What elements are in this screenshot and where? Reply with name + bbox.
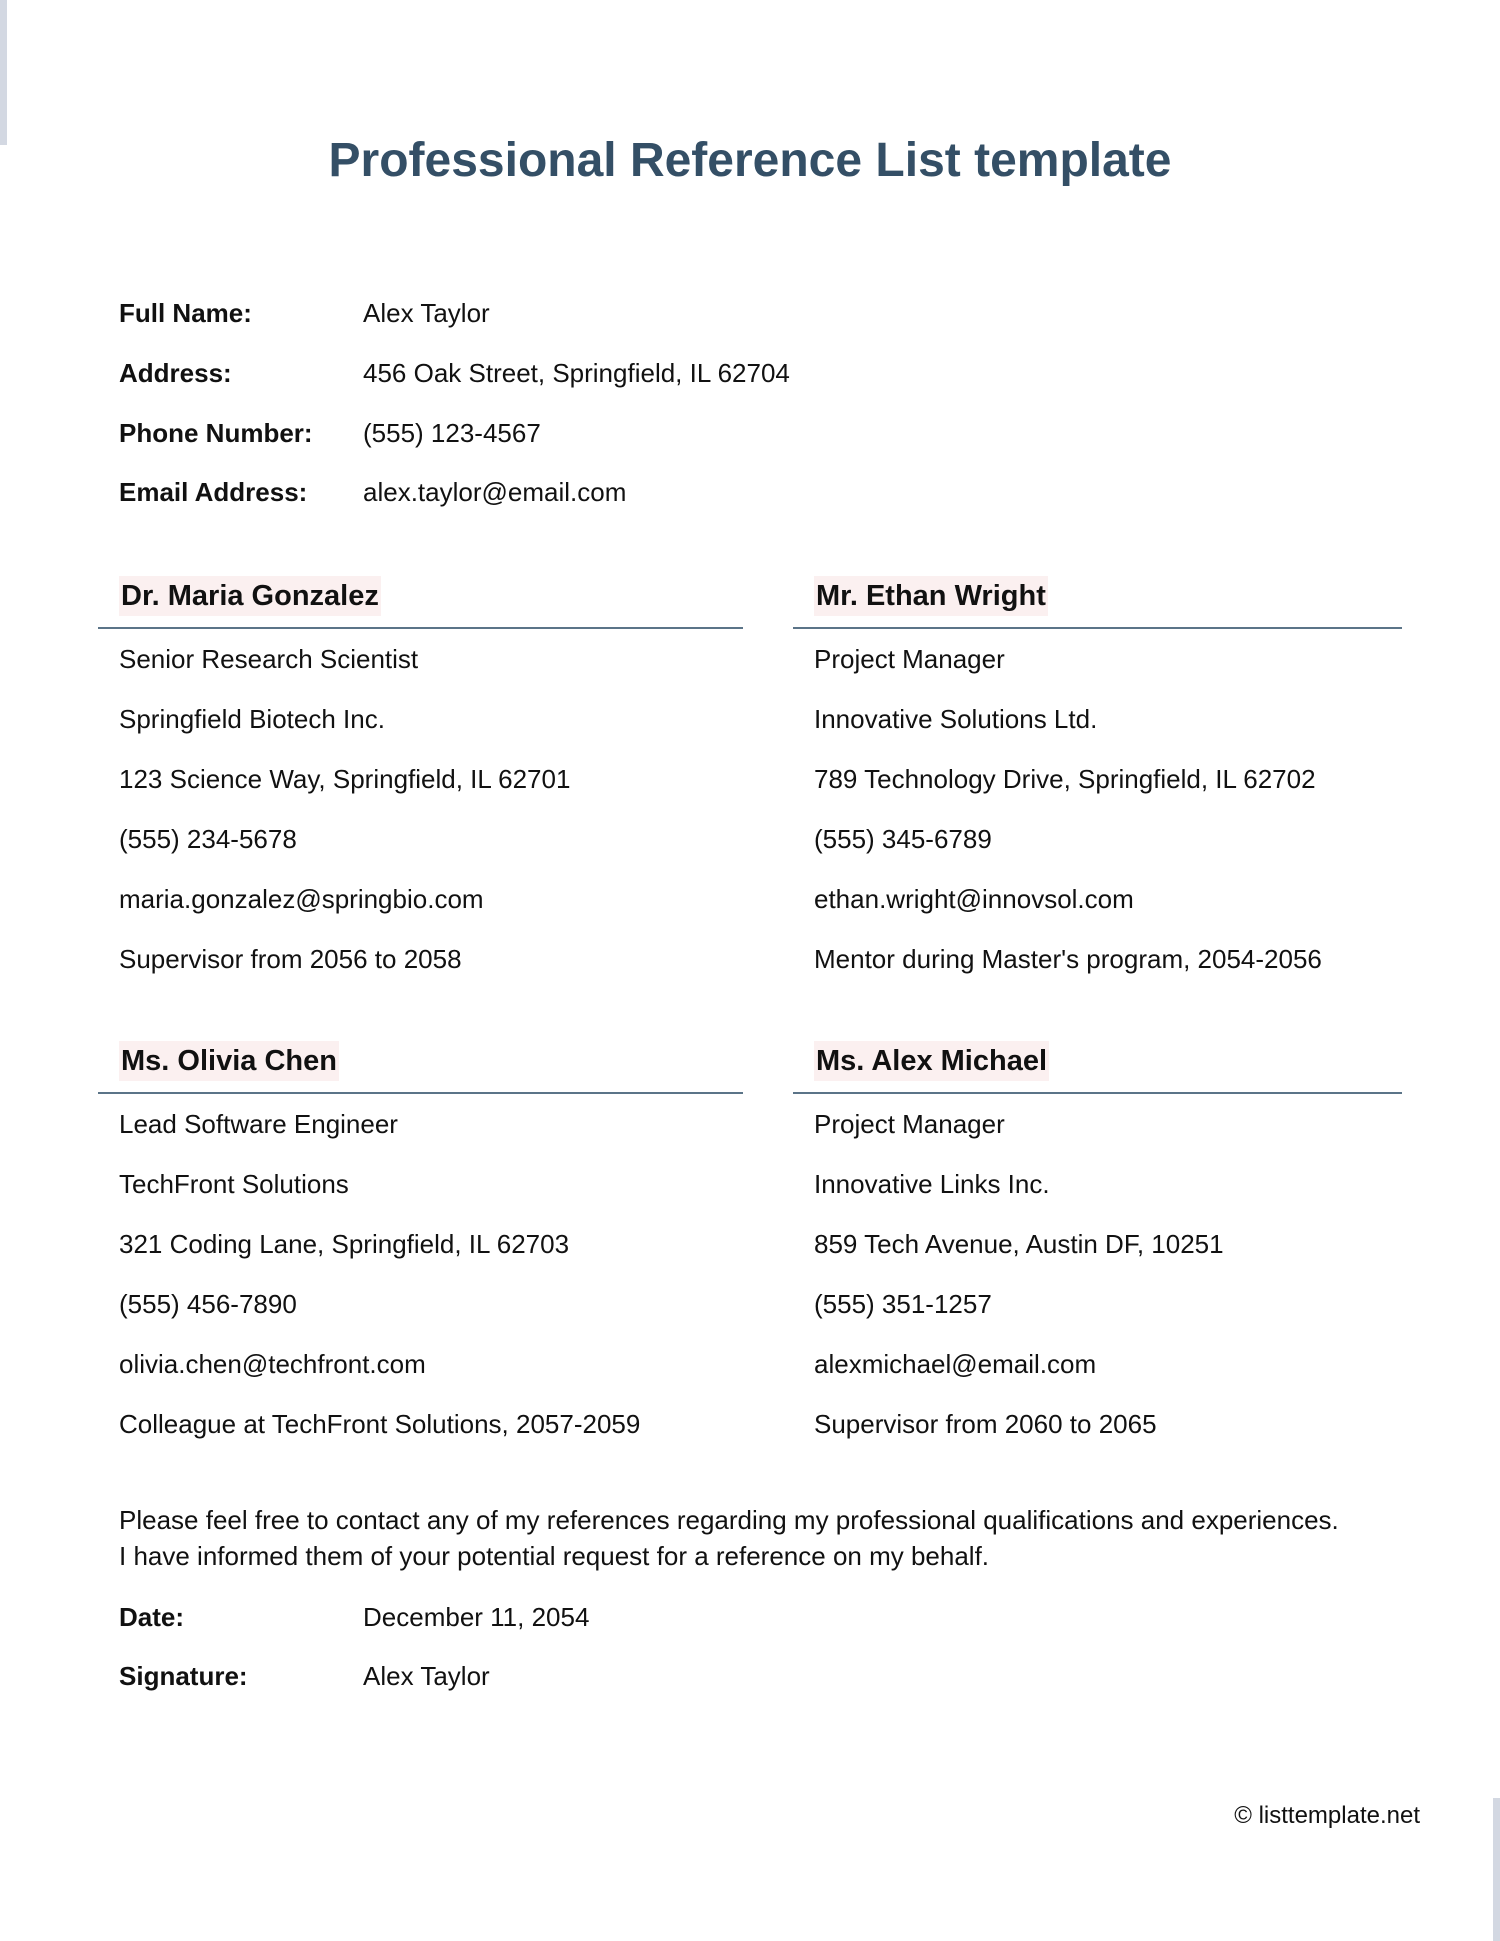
reference-name: Ms. Olivia Chen bbox=[119, 1041, 339, 1081]
reference-card bbox=[98, 1031, 743, 1460]
full-name-label: Full Name: bbox=[119, 298, 252, 328]
reference-address: 321 Coding Lane, Springfield, IL 62703 bbox=[119, 1229, 570, 1259]
reference-title: Senior Research Scientist bbox=[119, 644, 419, 674]
email-value: alex.taylor@email.com bbox=[363, 477, 627, 507]
reference-name: Mr. Ethan Wright bbox=[814, 576, 1048, 616]
reference-header bbox=[98, 566, 743, 629]
reference-title: Project Manager bbox=[814, 1109, 1005, 1139]
reference-phone: (555) 351-1257 bbox=[814, 1289, 992, 1319]
reference-header bbox=[98, 1031, 743, 1094]
copyright-footer: © listtemplate.net bbox=[1234, 1802, 1420, 1829]
reference-header bbox=[793, 1031, 1402, 1094]
date-value: December 11, 2054 bbox=[363, 1602, 590, 1632]
reference-phone: (555) 456-7890 bbox=[119, 1289, 297, 1319]
reference-name: Ms. Alex Michael bbox=[814, 1041, 1049, 1081]
reference-title: Project Manager bbox=[814, 644, 1005, 674]
address-value: 456 Oak Street, Springfield, IL 62704 bbox=[363, 358, 790, 388]
reference-card bbox=[98, 566, 743, 995]
closing-paragraph bbox=[119, 1502, 1419, 1574]
reference-address: 859 Tech Avenue, Austin DF, 10251 bbox=[814, 1229, 1224, 1259]
address-label: Address: bbox=[119, 358, 232, 388]
phone-value: (555) 123-4567 bbox=[363, 418, 541, 448]
reference-email: alexmichael@email.com bbox=[814, 1349, 1097, 1379]
reference-details bbox=[793, 629, 1402, 995]
reference-company: Innovative Links Inc. bbox=[814, 1169, 1050, 1199]
reference-header bbox=[793, 566, 1402, 629]
reference-company: Springfield Biotech Inc. bbox=[119, 704, 385, 734]
reference-address: 789 Technology Drive, Springfield, IL 62702 bbox=[814, 764, 1316, 794]
full-name-value: Alex Taylor bbox=[363, 298, 490, 328]
reference-relationship: Supervisor from 2056 to 2058 bbox=[119, 944, 462, 974]
date-label: Date: bbox=[119, 1602, 185, 1632]
reference-details bbox=[98, 1094, 743, 1460]
page-edge-marker bbox=[1493, 1798, 1500, 1941]
reference-email: ethan.wright@innovsol.com bbox=[814, 884, 1134, 914]
signature-value: Alex Taylor bbox=[363, 1661, 490, 1691]
reference-phone: (555) 234-5678 bbox=[119, 824, 297, 854]
reference-card bbox=[793, 1031, 1402, 1460]
reference-relationship: Mentor during Master's program, 2054-2056 bbox=[814, 944, 1322, 974]
reference-relationship: Supervisor from 2060 to 2065 bbox=[814, 1409, 1157, 1439]
reference-address: 123 Science Way, Springfield, IL 62701 bbox=[119, 764, 571, 794]
email-label: Email Address: bbox=[119, 477, 308, 507]
reference-details bbox=[98, 629, 743, 995]
signature-label: Signature: bbox=[119, 1661, 248, 1691]
reference-title: Lead Software Engineer bbox=[119, 1109, 398, 1139]
page-edge-marker bbox=[0, 0, 7, 145]
phone-label: Phone Number: bbox=[119, 418, 313, 448]
closing-line: I have informed them of your potential request for a reference on my behalf. bbox=[119, 1541, 990, 1571]
reference-relationship: Colleague at TechFront Solutions, 2057-2059 bbox=[119, 1409, 641, 1439]
closing-line: Please feel free to contact any of my references regarding my professional qualifications and experiences. bbox=[119, 1505, 1339, 1535]
reference-company: TechFront Solutions bbox=[119, 1169, 349, 1199]
reference-email: olivia.chen@techfront.com bbox=[119, 1349, 426, 1379]
reference-company: Innovative Solutions Ltd. bbox=[814, 704, 1098, 734]
reference-email: maria.gonzalez@springbio.com bbox=[119, 884, 484, 914]
reference-card bbox=[793, 566, 1402, 995]
reference-phone: (555) 345-6789 bbox=[814, 824, 992, 854]
page-title: Professional Reference List template bbox=[328, 134, 1172, 187]
reference-details bbox=[793, 1094, 1402, 1460]
reference-name: Dr. Maria Gonzalez bbox=[119, 576, 381, 616]
